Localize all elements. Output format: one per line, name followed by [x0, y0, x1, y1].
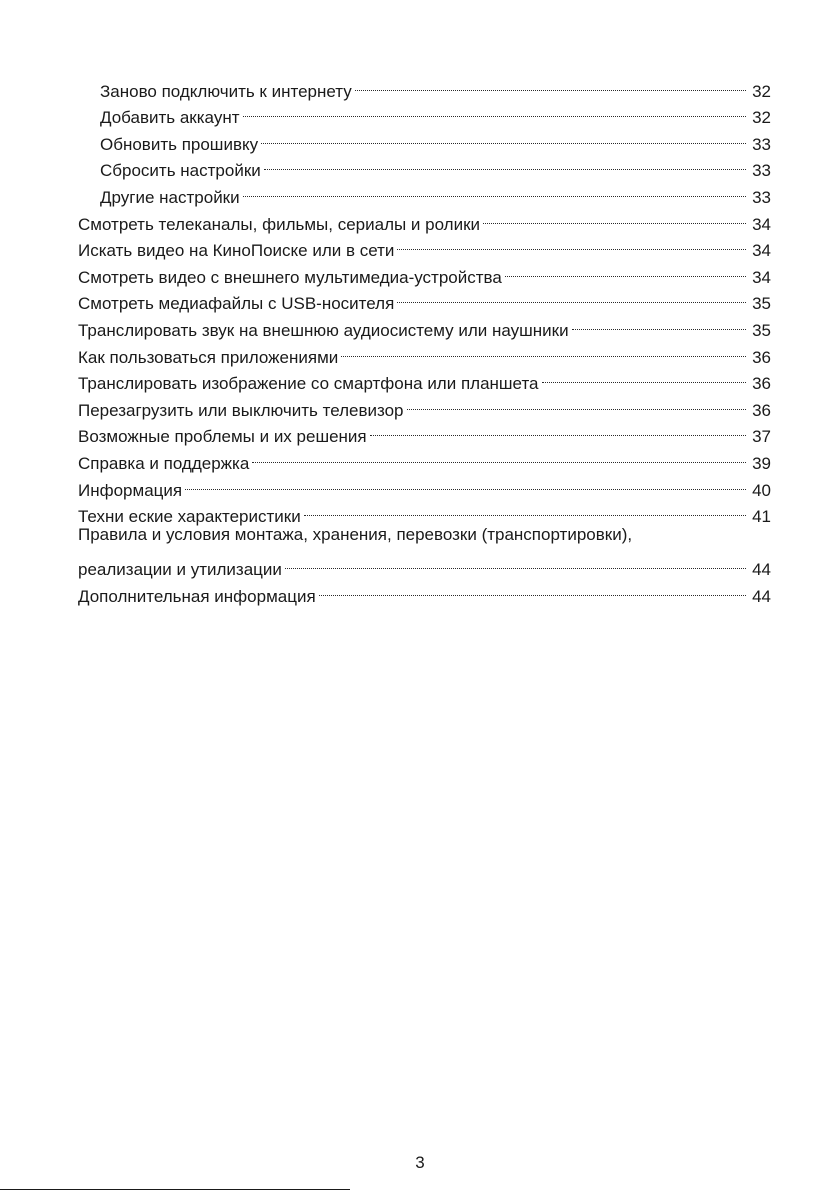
toc-entry-title: реализации и утилизации: [78, 560, 282, 580]
dot-leader: [397, 283, 746, 310]
toc-entry-title: Транслировать изображение со смартфона или планшета: [78, 374, 539, 394]
toc-entry-page: 33: [752, 134, 771, 154]
toc-entry-page: 33: [752, 187, 771, 207]
toc-entry-title: Смотреть телеканалы, фильмы, сериалы и ролики: [78, 214, 481, 234]
dot-leader: [505, 256, 746, 283]
toc-entry-title: Другие настройки: [100, 187, 240, 207]
table-of-contents: [78, 70, 771, 606]
toc-rows: [78, 70, 771, 527]
toc-entry-title: Справка и поддержка: [78, 453, 250, 473]
page-number: 3: [415, 1153, 425, 1172]
toc-entry-page: 36: [752, 374, 771, 394]
dot-leader: [243, 176, 746, 203]
dot-leader: [261, 123, 746, 150]
dot-leader: [252, 442, 746, 469]
dot-leader: [243, 97, 747, 124]
dot-leader: [185, 469, 746, 496]
toc-entry-page: 44: [752, 560, 771, 580]
dot-leader: [285, 549, 746, 576]
toc-entry-page: 33: [752, 161, 771, 181]
dot-leader: [264, 150, 746, 177]
toc-entry-page: 34: [752, 214, 771, 234]
footnote-rule: [0, 1189, 350, 1190]
dot-leader: [341, 336, 746, 363]
toc-entry-title: Смотреть видео с внешнего мультимедиа-устройства: [78, 267, 502, 287]
toc-entry-wrapped-line1: [78, 522, 771, 549]
dot-leader: [370, 416, 746, 443]
toc-entry-title: Смотреть медиафайлы с USB-носителя: [78, 294, 395, 314]
toc-entry-page: 34: [752, 267, 771, 287]
toc-entry[interactable]: [78, 70, 771, 101]
dot-leader: [407, 389, 746, 416]
toc-entry-title: Информация: [78, 480, 183, 500]
toc-entry-title: Транслировать звук на внешнюю аудиосистему или наушники: [78, 320, 569, 340]
toc-entry-page: 34: [752, 241, 771, 261]
toc-entry-page: 37: [752, 427, 771, 447]
toc-entry-title: Добавить аккаунт: [100, 108, 240, 128]
toc-entry-page: 32: [752, 108, 771, 128]
toc-entry-title: Возможные проблемы и их решения: [78, 427, 367, 447]
toc-entry-title: Искать видео на КиноПоиске или в сети: [78, 241, 395, 261]
toc-entry-title: Перезагрузить или выключить телевизор: [78, 400, 404, 420]
toc-entry-title: Сбросить настройки: [100, 161, 261, 181]
toc-entry-page: 41: [752, 507, 771, 527]
dot-leader: [319, 575, 746, 602]
dot-leader: [483, 203, 746, 230]
toc-entry-page: 39: [752, 453, 771, 473]
toc-entry-page: 35: [752, 294, 771, 314]
toc-entry-title: Заново подключить к интернету: [100, 81, 352, 101]
toc-entry-page: 40: [752, 480, 771, 500]
toc-entry-page: 35: [752, 320, 771, 340]
dot-leader: [304, 496, 746, 523]
dot-leader: [355, 70, 746, 97]
toc-entry-title: Техни еские характеристики: [78, 507, 301, 527]
toc-entry-page: 36: [752, 347, 771, 367]
dot-leader: [542, 363, 747, 390]
toc-entry-wrapped-line2[interactable]: [78, 549, 771, 580]
dot-leader: [572, 309, 746, 336]
toc-entry-title: Дополнительная информация: [78, 586, 316, 606]
toc-entry-title: Правила и условия монтажа, хранения, перевозки (транспортировки),: [78, 525, 633, 545]
toc-entry-title: Обновить прошивку: [100, 134, 259, 154]
toc-entry-title: Как пользоваться приложениями: [78, 347, 339, 367]
toc-entry-page: 44: [752, 586, 771, 606]
dot-leader: [397, 230, 746, 257]
toc-entry-page: 36: [752, 400, 771, 420]
toc-entry-page: 32: [752, 81, 771, 101]
